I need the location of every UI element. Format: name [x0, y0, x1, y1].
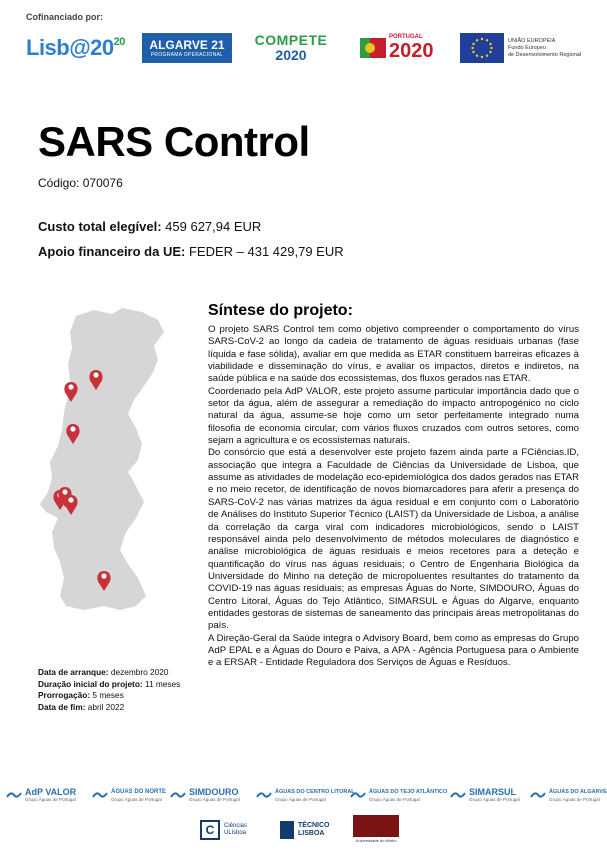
wave-icon — [530, 789, 546, 801]
synthesis-title: Síntese do projeto: — [208, 302, 353, 319]
tecnico-emblem-icon — [280, 821, 294, 839]
algarve-21-logo: ALGARVE 21 PROGRAMA OPERACIONAL — [142, 33, 232, 63]
synthesis-paragraph: O projeto SARS Control tem como objetivo compreender o comportamento do vírus SARS-CoV-2 ao longo da cadeia de tratamento de águas residuais urbanas (fase líquida e fase sólida), avaliar em que medida as ETAR constituem barreiras eficazes à viabilidade e disseminação do vírus, e avaliar os impactos, diretos e indiretos, na saúde pública e na saúde dos ecossistemas, dos fluxos gerados nas ETAR. — [208, 324, 579, 385]
portugal-map — [24, 306, 184, 656]
cofinanced-label: Cofinanciado por: — [26, 12, 103, 22]
simarsul-logo: SIMARSUL Grupo Águas de Portugal — [450, 782, 520, 808]
wave-icon — [92, 789, 108, 801]
simdouro-logo: SIMDOURO Grupo Águas de Portugal — [170, 782, 240, 808]
partner-logos — [6, 782, 607, 808]
project-code: Código: 070076 — [38, 176, 123, 190]
lisboa-2020-logo: Lisb@20 $^{20}$ — [26, 35, 125, 60]
aguas-do-tejo-atlantico-logo: ÁGUAS DO TEJO ATLÂNTICO Grupo Águas de Portugal — [350, 782, 447, 808]
universidade-do-minho-logo: Universidade do Minho — [350, 815, 402, 845]
aguas-do-norte-logo: ÁGUAS DO NORTE Grupo Águas de Portugal — [92, 782, 166, 808]
synthesis-paragraph: Do consórcio que está a desenvolver este projeto fazem ainda parte a FCiências.ID, associação que integra a Faculdade de Ciências da Universidade de Lisboa, que assume as atividades de modelação eco-epidemiológica dos dados gerados nas ETAR e no meio recetor, de identificação de novos biomarcadores para aferir a presença do SARS-CoV-2 nas várias matrizes da água residual e em conjunto com o Laboratório de Análises do Instituto Superior Técnico (LAIST) da Universidade de Lisboa, a análise da correlação da carga viral com indicadores microbiológicos, sendo o LAIST responsável ainda pelo desenvolvimento de métodos moleculares de diagnóstico e análise microbiológica de águas residuais e meios recetores para a deteção e quantificação do vírus nas águas residuais; o Centro de Engenharia Biológica da Universidade do Minho na deteção de micropoluentes resultantes do tratamento da COVID-19 nas águas residuais; as empresas Águas do Norte, SIMDOURO, Águas do Centro Litoral, Águas do Tejo Atlântico, SIMARSUL e Águas do Algarve, enquanto entidades gestoras de sistemas de saneamento das principais áreas metropolitanas do país. — [208, 447, 579, 632]
tecnico-lisboa-logo: TÉCNICO LISBOA — [280, 815, 340, 845]
synthesis-paragraph: A Direção-Geral da Saúde integra o Advisory Board, bem como as empresas do Grupo AdP EPAL e a Águas do Douro e Paiva, a APA - Agência Portuguesa para o Ambiente e a ERSAR - Entidade Reguladora dos Serviços de Águas e Resíduos. — [208, 632, 579, 669]
wave-icon — [6, 789, 22, 801]
wave-icon — [170, 789, 186, 801]
portugal-map-shape — [40, 308, 164, 610]
synthesis-paragraph: Coordenado pela AdP VALOR, este projeto assume particular importância dado que o setor da água, além de assegurar a remediação do impacto antropogénico no ciclo natural da água, assume-se hoje como um setor perfeitamente integrado numa filosofia de economia circular, com vários fluxos cruzados com outros setores, como sejam a agricultura e os ecossistemas naturais. — [208, 385, 579, 447]
wave-icon — [450, 789, 466, 801]
total-eligible-cost: Custo total elegível: 459 627,94 EUR — [38, 219, 262, 234]
eu-financial-support: Apoio financeiro da UE: FEDER – 431 429,79 EUR — [38, 244, 344, 259]
uminho-emblem-icon — [353, 815, 399, 837]
aguas-do-centro-litoral-logo: ÁGUAS DO CENTRO LITORAL Grupo Águas de Portugal — [256, 782, 355, 808]
adp-valor-logo: AdP VALOR Grupo Águas de Portugal — [6, 782, 76, 808]
eu-feder-logo: UNIÃO EUROPEIA Fundo Europeu de Desenvolvimento Regional — [460, 28, 590, 68]
eu-flag-icon — [460, 33, 504, 63]
academic-partner-logos — [200, 815, 410, 845]
portugal-2020-logo: PORTUGAL 2020 — [360, 28, 456, 68]
wave-icon — [350, 789, 366, 801]
project-title: SARS Control — [38, 118, 310, 165]
ciencias-c-icon: C — [200, 820, 220, 840]
ciencias-ulisboa-logo: C Ciências ULisboa — [200, 815, 260, 845]
aguas-do-algarve-logo: ÁGUAS DO ALGARVE Grupo Águas de Portugal — [530, 782, 607, 808]
portugal-flag-icon — [360, 35, 386, 61]
synthesis-body — [208, 324, 579, 670]
compete-2020-logo: COMPETE 2020 — [254, 32, 328, 63]
project-dates: Data de arranque: dezembro 2020 Duração inicial do projeto: 11 meses Prorrogação: 5 meses Data de fim: abril 2022 — [38, 667, 181, 712]
wave-icon — [256, 789, 272, 801]
funding-logos — [26, 28, 586, 68]
